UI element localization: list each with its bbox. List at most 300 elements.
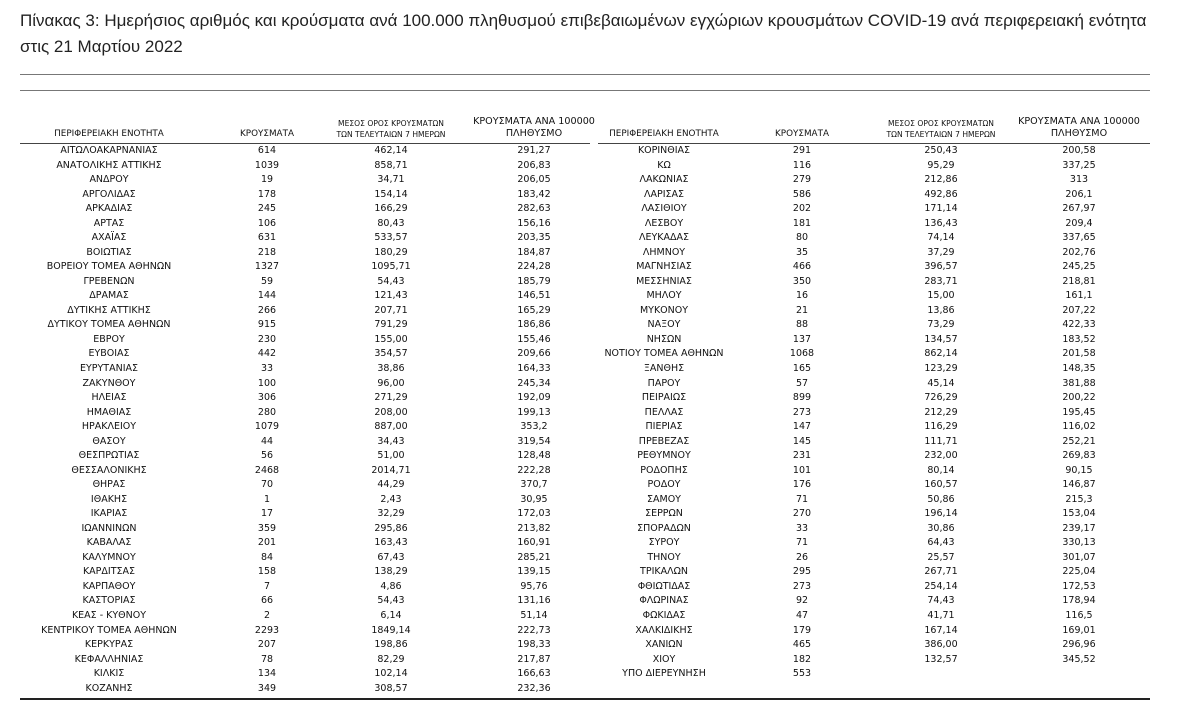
avg7-cell: 163,43 — [374, 537, 408, 549]
per100k-cell: 319,54 — [517, 435, 551, 447]
region-cell: ΑΡΓΟΛΙΔΑΣ — [82, 188, 136, 200]
avg7-cell: 154,14 — [374, 188, 408, 200]
avg7-cell: 74,14 — [927, 232, 955, 244]
avg7-cell: 136,43 — [924, 217, 958, 229]
region-cell: ΚΕΝΤΡΙΚΟΥ ΤΟΜΕΑ ΑΘΗΝΩΝ — [41, 624, 177, 636]
region-cell: ΕΒΡΟΥ — [93, 333, 125, 345]
per100k-cell: 201,58 — [1062, 348, 1096, 360]
table-row — [20, 682, 590, 697]
per100k-cell: 164,33 — [517, 362, 551, 374]
cases-cell: 137 — [792, 333, 812, 345]
avg7-cell: 171,14 — [924, 203, 958, 215]
per100k-cell: 301,07 — [1062, 551, 1096, 563]
table-row — [598, 246, 1150, 261]
region-cell: ΚΕΑΣ - ΚΥΘΝΟΥ — [71, 610, 147, 621]
region-cell: ΠΙΕΡΙΑΣ — [645, 421, 683, 433]
cases-cell: 202 — [792, 203, 812, 215]
per100k-cell: 198,33 — [517, 639, 551, 651]
region-cell: ΛΑΣΙΘΙΟΥ — [641, 203, 687, 215]
region-cell: ΥΠΟ ΔΙΕΡΕΥΝΗΣΗ — [622, 668, 706, 680]
per100k-cell: 146,87 — [1062, 479, 1096, 491]
cases-cell: 2293 — [254, 624, 280, 636]
cases-cell: 586 — [792, 188, 812, 200]
table-row — [20, 565, 590, 580]
cases-cell: 899 — [792, 392, 812, 404]
cases-cell: 71 — [795, 493, 809, 505]
region-cell: ΡΕΘΥΜΝΟΥ — [637, 450, 691, 462]
avg7-cell: 791,29 — [374, 319, 408, 331]
table-top-divider — [20, 90, 1150, 91]
cases-cell: 273 — [792, 406, 812, 418]
region-cell: ΤΗΝΟΥ — [647, 551, 681, 563]
cases-cell: 26 — [795, 551, 809, 563]
region-cell: ΣΕΡΡΩΝ — [645, 508, 683, 520]
table-row — [598, 609, 1150, 624]
per100k-cell: 156,16 — [517, 217, 551, 229]
table-row — [598, 260, 1150, 275]
cases-cell: 7 — [263, 580, 271, 592]
cases-cell: 349 — [257, 682, 277, 694]
per100k-cell: 139,15 — [517, 566, 551, 578]
cases-cell: 147 — [792, 421, 812, 433]
header-per100k-line1: ΚΡΟΥΣΜΑΤΑ ΑΝΑ 100000 — [473, 116, 595, 127]
avg7-cell: 4,86 — [380, 580, 402, 592]
region-cell: ΝΗΣΩΝ — [646, 333, 682, 345]
region-cell: ΜΑΓΝΗΣΙΑΣ — [636, 261, 692, 273]
table-row — [20, 638, 590, 653]
header-per100k — [468, 116, 600, 140]
avg7-cell: 155,00 — [374, 333, 408, 345]
region-cell: ΑΧΑΪΑΣ — [91, 232, 127, 244]
region-cell: ΦΘΙΩΤΙΔΑΣ — [637, 580, 691, 592]
header-per100k — [1008, 116, 1150, 140]
avg7-cell: 50,86 — [927, 493, 955, 505]
cases-cell: 66 — [260, 595, 274, 607]
cases-cell: 201 — [257, 537, 277, 549]
cases-cell: 291 — [792, 145, 812, 156]
region-cell: ΧΑΝΙΩΝ — [645, 639, 683, 651]
avg7-cell: 271,29 — [374, 392, 408, 404]
region-cell: ΛΕΥΚΑΔΑΣ — [638, 232, 690, 244]
per100k-cell: 165,29 — [517, 304, 551, 316]
cases-cell: 2468 — [254, 464, 280, 476]
per100k-cell: 218,81 — [1062, 275, 1096, 287]
avg7-cell: 51,00 — [377, 450, 405, 462]
avg7-cell: 862,14 — [924, 348, 958, 360]
avg7-cell: 96,00 — [377, 377, 405, 389]
cases-cell: 279 — [792, 174, 812, 186]
table-row — [598, 318, 1150, 333]
cases-cell: 158 — [257, 566, 277, 578]
table-row — [20, 173, 590, 188]
table-row — [20, 275, 590, 290]
table-row — [598, 478, 1150, 493]
avg7-cell: 533,57 — [374, 232, 408, 244]
region-cell: ΚΟΡΙΝΘΙΑΣ — [637, 145, 691, 156]
region-cell: ΚΑΒΑΛΑΣ — [86, 537, 132, 549]
avg7-cell: 13,86 — [927, 304, 955, 316]
table-row — [598, 231, 1150, 246]
region-cell: ΚΑΡΔΙΤΣΑΣ — [82, 566, 136, 578]
avg7-cell: 250,43 — [924, 145, 958, 156]
cases-cell: 1039 — [254, 159, 280, 171]
cases-cell: 270 — [792, 508, 812, 520]
region-cell: ΦΛΩΡΙΝΑΣ — [639, 595, 689, 607]
per100k-cell: 172,53 — [1062, 580, 1096, 592]
per100k-cell: 131,16 — [517, 595, 551, 607]
header-avg7-line2: ΤΩΝ ΤΕΛΕΥΤΑΙΩΝ 7 ΗΜΕΡΩΝ — [886, 130, 996, 139]
avg7-cell: 123,29 — [924, 362, 958, 374]
avg7-cell: 887,00 — [374, 421, 408, 433]
table-row — [20, 551, 590, 566]
cases-cell: 47 — [795, 610, 809, 621]
region-cell: ΗΛΕΙΑΣ — [91, 392, 127, 404]
avg7-cell: 73,29 — [927, 319, 955, 331]
region-cell: ΜΥΚΟΝΟΥ — [639, 304, 689, 316]
region-cell: ΣΥΡΟΥ — [648, 537, 680, 549]
per100k-cell: 285,21 — [517, 551, 551, 563]
table-row — [598, 464, 1150, 479]
avg7-cell: 15,00 — [927, 290, 955, 302]
page-title: Πίνακας 3: Ημερήσιος αριθμός και κρούσματα ανά 100.000 πληθυσμού επιβεβαιωμένων εγχώριων κρουσμάτων COVID-19 ανά περιφερειακή ενότητα στις 21 Μαρτίου 2022 — [20, 11, 1147, 56]
avg7-cell: 102,14 — [374, 668, 408, 680]
cases-cell: 266 — [257, 304, 277, 316]
avg7-cell: 80,14 — [927, 464, 955, 476]
region-cell: ΙΚΑΡΙΑΣ — [90, 508, 128, 520]
region-cell: ΣΑΜΟΥ — [647, 493, 681, 505]
avg7-cell: 167,14 — [924, 624, 958, 636]
table-row — [598, 333, 1150, 348]
table-row — [598, 667, 1150, 682]
cases-cell: 84 — [260, 551, 274, 563]
cases-cell: 176 — [792, 479, 812, 491]
table-row — [598, 188, 1150, 203]
cases-cell: 442 — [257, 348, 277, 360]
per100k-cell: 353,2 — [520, 421, 548, 433]
per100k-cell: 178,94 — [1062, 595, 1096, 607]
region-cell: ΣΠΟΡΑΔΩΝ — [637, 522, 691, 534]
per100k-cell: 192,09 — [517, 392, 551, 404]
per100k-cell: 185,79 — [517, 275, 551, 287]
per100k-cell: 184,87 — [517, 246, 551, 258]
region-cell: ΛΑΡΙΣΑΣ — [643, 188, 685, 200]
avg7-cell: 45,14 — [927, 377, 955, 389]
avg7-cell: 32,29 — [377, 508, 405, 520]
avg7-cell: 95,29 — [927, 159, 955, 171]
header-cases: ΚΡΟΥΣΜΑΤΑ — [775, 129, 829, 139]
cases-cell: 101 — [792, 464, 812, 476]
cases-cell: 35 — [795, 246, 809, 258]
avg7-cell: 38,86 — [377, 362, 405, 374]
avg7-cell: 134,57 — [924, 333, 958, 345]
table-row — [20, 377, 590, 392]
per100k-cell: 206,05 — [517, 174, 551, 186]
per100k-cell: 209,4 — [1065, 217, 1093, 229]
avg7-cell: 74,43 — [927, 595, 955, 607]
region-cell: ΤΡΙΚΑΛΩΝ — [640, 566, 688, 578]
header-cases: ΚΡΟΥΣΜΑΤΑ — [240, 129, 294, 139]
table-row — [20, 522, 590, 537]
avg7-cell: 295,86 — [374, 522, 408, 534]
table-row — [20, 609, 590, 624]
region-cell: ΛΕΣΒΟΥ — [644, 217, 684, 229]
table-row — [20, 507, 590, 522]
per100k-cell: 200,22 — [1062, 392, 1096, 404]
per100k-cell: 381,88 — [1062, 377, 1096, 389]
avg7-cell: 232,00 — [924, 450, 958, 462]
per100k-cell: 345,52 — [1062, 653, 1096, 665]
header-region: ΠΕΡΙΦΕΡΕΙΑΚΗ ΕΝΟΤΗΤΑ — [54, 129, 164, 139]
per100k-cell: 245,34 — [517, 377, 551, 389]
avg7-cell: 132,57 — [924, 653, 958, 665]
region-cell: ΖΑΚΥΝΘΟΥ — [82, 377, 136, 389]
avg7-cell: 34,71 — [377, 174, 405, 186]
cases-cell: 19 — [260, 174, 274, 186]
table-row — [598, 377, 1150, 392]
per100k-cell: 202,76 — [1062, 246, 1096, 258]
table-row — [598, 565, 1150, 580]
avg7-cell: 67,43 — [377, 551, 405, 563]
avg7-cell: 6,14 — [380, 610, 402, 621]
region-cell: ΔΥΤΙΚΗΣ ΑΤΤΙΚΗΣ — [67, 304, 151, 316]
avg7-cell: 492,86 — [924, 188, 958, 200]
table-row — [598, 580, 1150, 595]
cases-cell: 1079 — [254, 421, 280, 433]
avg7-cell: 254,14 — [924, 580, 958, 592]
table-row — [598, 420, 1150, 435]
avg7-cell: 2,43 — [380, 493, 402, 505]
cases-cell: 614 — [257, 145, 277, 156]
region-cell: ΑΙΤΩΛΟΑΚΑΡΝΑΝΙΑΣ — [60, 145, 158, 156]
region-cell: ΔΡΑΜΑΣ — [89, 290, 129, 302]
cases-cell: 2 — [263, 610, 271, 621]
per100k-cell: 155,46 — [517, 333, 551, 345]
table-row — [20, 347, 590, 362]
per100k-cell: 95,76 — [520, 580, 548, 592]
avg7-cell: 80,43 — [377, 217, 405, 229]
avg7-cell: 208,00 — [374, 406, 408, 418]
table-row — [598, 653, 1150, 668]
table-row — [20, 435, 590, 450]
header-avg7-line1: ΜΕΣΟΣ ΟΡΟΣ ΚΡΟΥΣΜΑΤΩΝ — [888, 119, 994, 128]
table-row — [598, 173, 1150, 188]
per100k-cell: 51,14 — [520, 610, 548, 621]
header-avg7-line1: ΜΕΣΟΣ ΟΡΟΣ ΚΡΟΥΣΜΑΤΩΝ — [338, 119, 444, 128]
region-cell: ΠΡΕΒΕΖΑΣ — [638, 435, 690, 447]
avg7-cell: 212,86 — [924, 174, 958, 186]
per100k-cell: 203,35 — [517, 232, 551, 244]
per100k-cell: 217,87 — [517, 653, 551, 665]
cases-cell: 57 — [795, 377, 809, 389]
per100k-cell: 161,1 — [1065, 290, 1093, 302]
cases-cell: 33 — [795, 522, 809, 534]
table-row — [20, 478, 590, 493]
cases-cell: 1 — [263, 493, 271, 505]
region-cell: ΙΘΑΚΗΣ — [90, 493, 128, 505]
per100k-cell: 166,63 — [517, 668, 551, 680]
per100k-cell: 422,33 — [1062, 319, 1096, 331]
table-row — [598, 159, 1150, 174]
region-cell: ΦΩΚΙΔΑΣ — [642, 610, 686, 621]
table-row — [20, 493, 590, 508]
region-cell: ΞΑΝΘΗΣ — [643, 362, 685, 374]
per100k-cell: 116,5 — [1065, 610, 1093, 621]
cases-cell: 70 — [260, 479, 274, 491]
cases-cell: 181 — [792, 217, 812, 229]
table-row — [20, 202, 590, 217]
cases-cell: 116 — [792, 159, 812, 171]
avg7-cell: 354,57 — [374, 348, 408, 360]
per100k-cell: 90,15 — [1065, 464, 1093, 476]
avg7-cell: 64,43 — [927, 537, 955, 549]
avg7-cell: 160,57 — [924, 479, 958, 491]
region-cell: ΚΕΦΑΛΛΗΝΙΑΣ — [74, 653, 144, 665]
cases-cell: 144 — [257, 290, 277, 302]
cases-cell: 631 — [257, 232, 277, 244]
table-row — [598, 435, 1150, 450]
cases-cell: 295 — [792, 566, 812, 578]
cases-cell: 33 — [260, 362, 274, 374]
per100k-cell: 252,21 — [1062, 435, 1096, 447]
per100k-cell: 128,48 — [517, 450, 551, 462]
cases-cell: 56 — [260, 450, 274, 462]
cases-cell: 21 — [795, 304, 809, 316]
table-row — [20, 420, 590, 435]
per100k-cell: 153,04 — [1062, 508, 1096, 520]
right-table-body — [598, 144, 1150, 682]
per100k-cell: 160,91 — [517, 537, 551, 549]
avg7-cell: 396,57 — [924, 261, 958, 273]
cases-cell: 207 — [257, 639, 277, 651]
region-cell: ΝΟΤΙΟΥ ΤΟΜΕΑ ΑΘΗΝΩΝ — [604, 348, 724, 360]
avg7-cell: 44,29 — [377, 479, 405, 491]
region-cell: ΑΝΔΡΟΥ — [89, 174, 129, 186]
region-cell: ΚΩ — [657, 159, 671, 171]
table-row — [598, 551, 1150, 566]
per100k-cell: 30,95 — [520, 493, 548, 505]
per100k-cell: 209,66 — [517, 348, 551, 360]
table-row — [20, 304, 590, 319]
region-cell: ΚΕΡΚΥΡΑΣ — [84, 639, 134, 651]
table-row — [598, 144, 1150, 159]
cases-cell: 218 — [257, 246, 277, 258]
cases-cell: 134 — [257, 668, 277, 680]
region-cell: ΑΝΑΤΟΛΙΚΗΣ ΑΤΤΙΚΗΣ — [56, 159, 162, 171]
region-cell: ΑΡΤΑΣ — [93, 217, 125, 229]
avg7-cell: 41,71 — [927, 610, 955, 621]
avg7-cell: 462,14 — [374, 145, 408, 156]
avg7-cell: 37,29 — [927, 246, 955, 258]
region-cell: ΛΑΚΩΝΙΑΣ — [639, 174, 689, 186]
cases-cell: 178 — [257, 188, 277, 200]
per100k-cell: 291,27 — [517, 145, 551, 156]
table-row — [598, 347, 1150, 362]
avg7-cell: 726,29 — [924, 392, 958, 404]
per100k-cell: 296,96 — [1062, 639, 1096, 651]
region-cell: ΛΗΜΝΟΥ — [642, 246, 686, 258]
cases-cell: 59 — [260, 275, 274, 287]
cases-cell: 1068 — [789, 348, 815, 360]
avg7-cell: 1849,14 — [371, 624, 411, 636]
region-cell: ΕΥΡΥΤΑΝΙΑΣ — [79, 362, 139, 374]
avg7-cell: 198,86 — [374, 639, 408, 651]
avg7-cell: 166,29 — [374, 203, 408, 215]
avg7-cell: 34,43 — [377, 435, 405, 447]
left-table — [20, 113, 595, 696]
avg7-cell: 267,71 — [924, 566, 958, 578]
right-table — [598, 113, 1150, 682]
cases-cell: 245 — [257, 203, 277, 215]
cases-cell: 306 — [257, 392, 277, 404]
avg7-cell: 121,43 — [374, 290, 408, 302]
avg7-cell: 2014,71 — [371, 464, 411, 476]
avg7-cell: 116,29 — [924, 421, 958, 433]
table-row — [20, 580, 590, 595]
region-cell: ΕΥΒΟΙΑΣ — [88, 348, 130, 360]
table-row — [20, 653, 590, 668]
region-cell: ΡΟΔΟΥ — [647, 479, 681, 491]
table-row — [20, 594, 590, 609]
table-row — [598, 507, 1150, 522]
avg7-cell: 1095,71 — [371, 261, 411, 273]
region-cell: ΜΗΛΟΥ — [646, 290, 682, 302]
cases-cell: 71 — [795, 537, 809, 549]
table-row — [598, 638, 1150, 653]
cases-cell: 359 — [257, 522, 277, 534]
per100k-cell: 222,73 — [517, 624, 551, 636]
avg7-cell: 212,29 — [924, 406, 958, 418]
avg7-cell: 180,29 — [374, 246, 408, 258]
header-avg7 — [870, 118, 1012, 140]
region-cell: ΘΕΣΣΑΛΟΝΙΚΗΣ — [71, 464, 147, 476]
avg7-cell: 111,71 — [924, 435, 958, 447]
per100k-cell: 313 — [1069, 174, 1089, 186]
cases-cell: 465 — [792, 639, 812, 651]
per100k-cell: 199,13 — [517, 406, 551, 418]
table-row — [598, 594, 1150, 609]
cases-cell: 280 — [257, 406, 277, 418]
table-row — [20, 260, 590, 275]
avg7-cell: 82,29 — [377, 653, 405, 665]
table-row — [20, 159, 590, 174]
per100k-cell: 183,52 — [1062, 333, 1096, 345]
per100k-cell: 239,17 — [1062, 522, 1096, 534]
table-row — [20, 246, 590, 261]
avg7-cell: 207,71 — [374, 304, 408, 316]
cases-cell: 17 — [260, 508, 274, 520]
cases-cell: 78 — [260, 653, 274, 665]
per100k-cell: 330,13 — [1062, 537, 1096, 549]
avg7-cell: 196,14 — [924, 508, 958, 520]
per100k-cell: 225,04 — [1062, 566, 1096, 578]
cases-cell: 88 — [795, 319, 809, 331]
per100k-cell: 337,65 — [1062, 232, 1096, 244]
region-cell: ΠΕΙΡΑΙΩΣ — [641, 392, 687, 404]
table-row — [598, 202, 1150, 217]
cases-cell: 100 — [257, 377, 277, 389]
table-row — [20, 449, 590, 464]
cases-cell: 350 — [792, 275, 812, 287]
region-cell: ΜΕΣΣΗΝΙΑΣ — [636, 275, 692, 287]
table-row — [20, 624, 590, 639]
avg7-cell: 30,86 — [927, 522, 955, 534]
region-cell: ΑΡΚΑΔΙΑΣ — [85, 203, 133, 215]
table-row — [598, 289, 1150, 304]
header-region: ΠΕΡΙΦΕΡΕΙΑΚΗ ΕΝΟΤΗΤΑ — [609, 129, 719, 139]
cases-cell: 182 — [792, 653, 812, 665]
per100k-cell: 169,01 — [1062, 624, 1096, 636]
cases-cell: 179 — [792, 624, 812, 636]
